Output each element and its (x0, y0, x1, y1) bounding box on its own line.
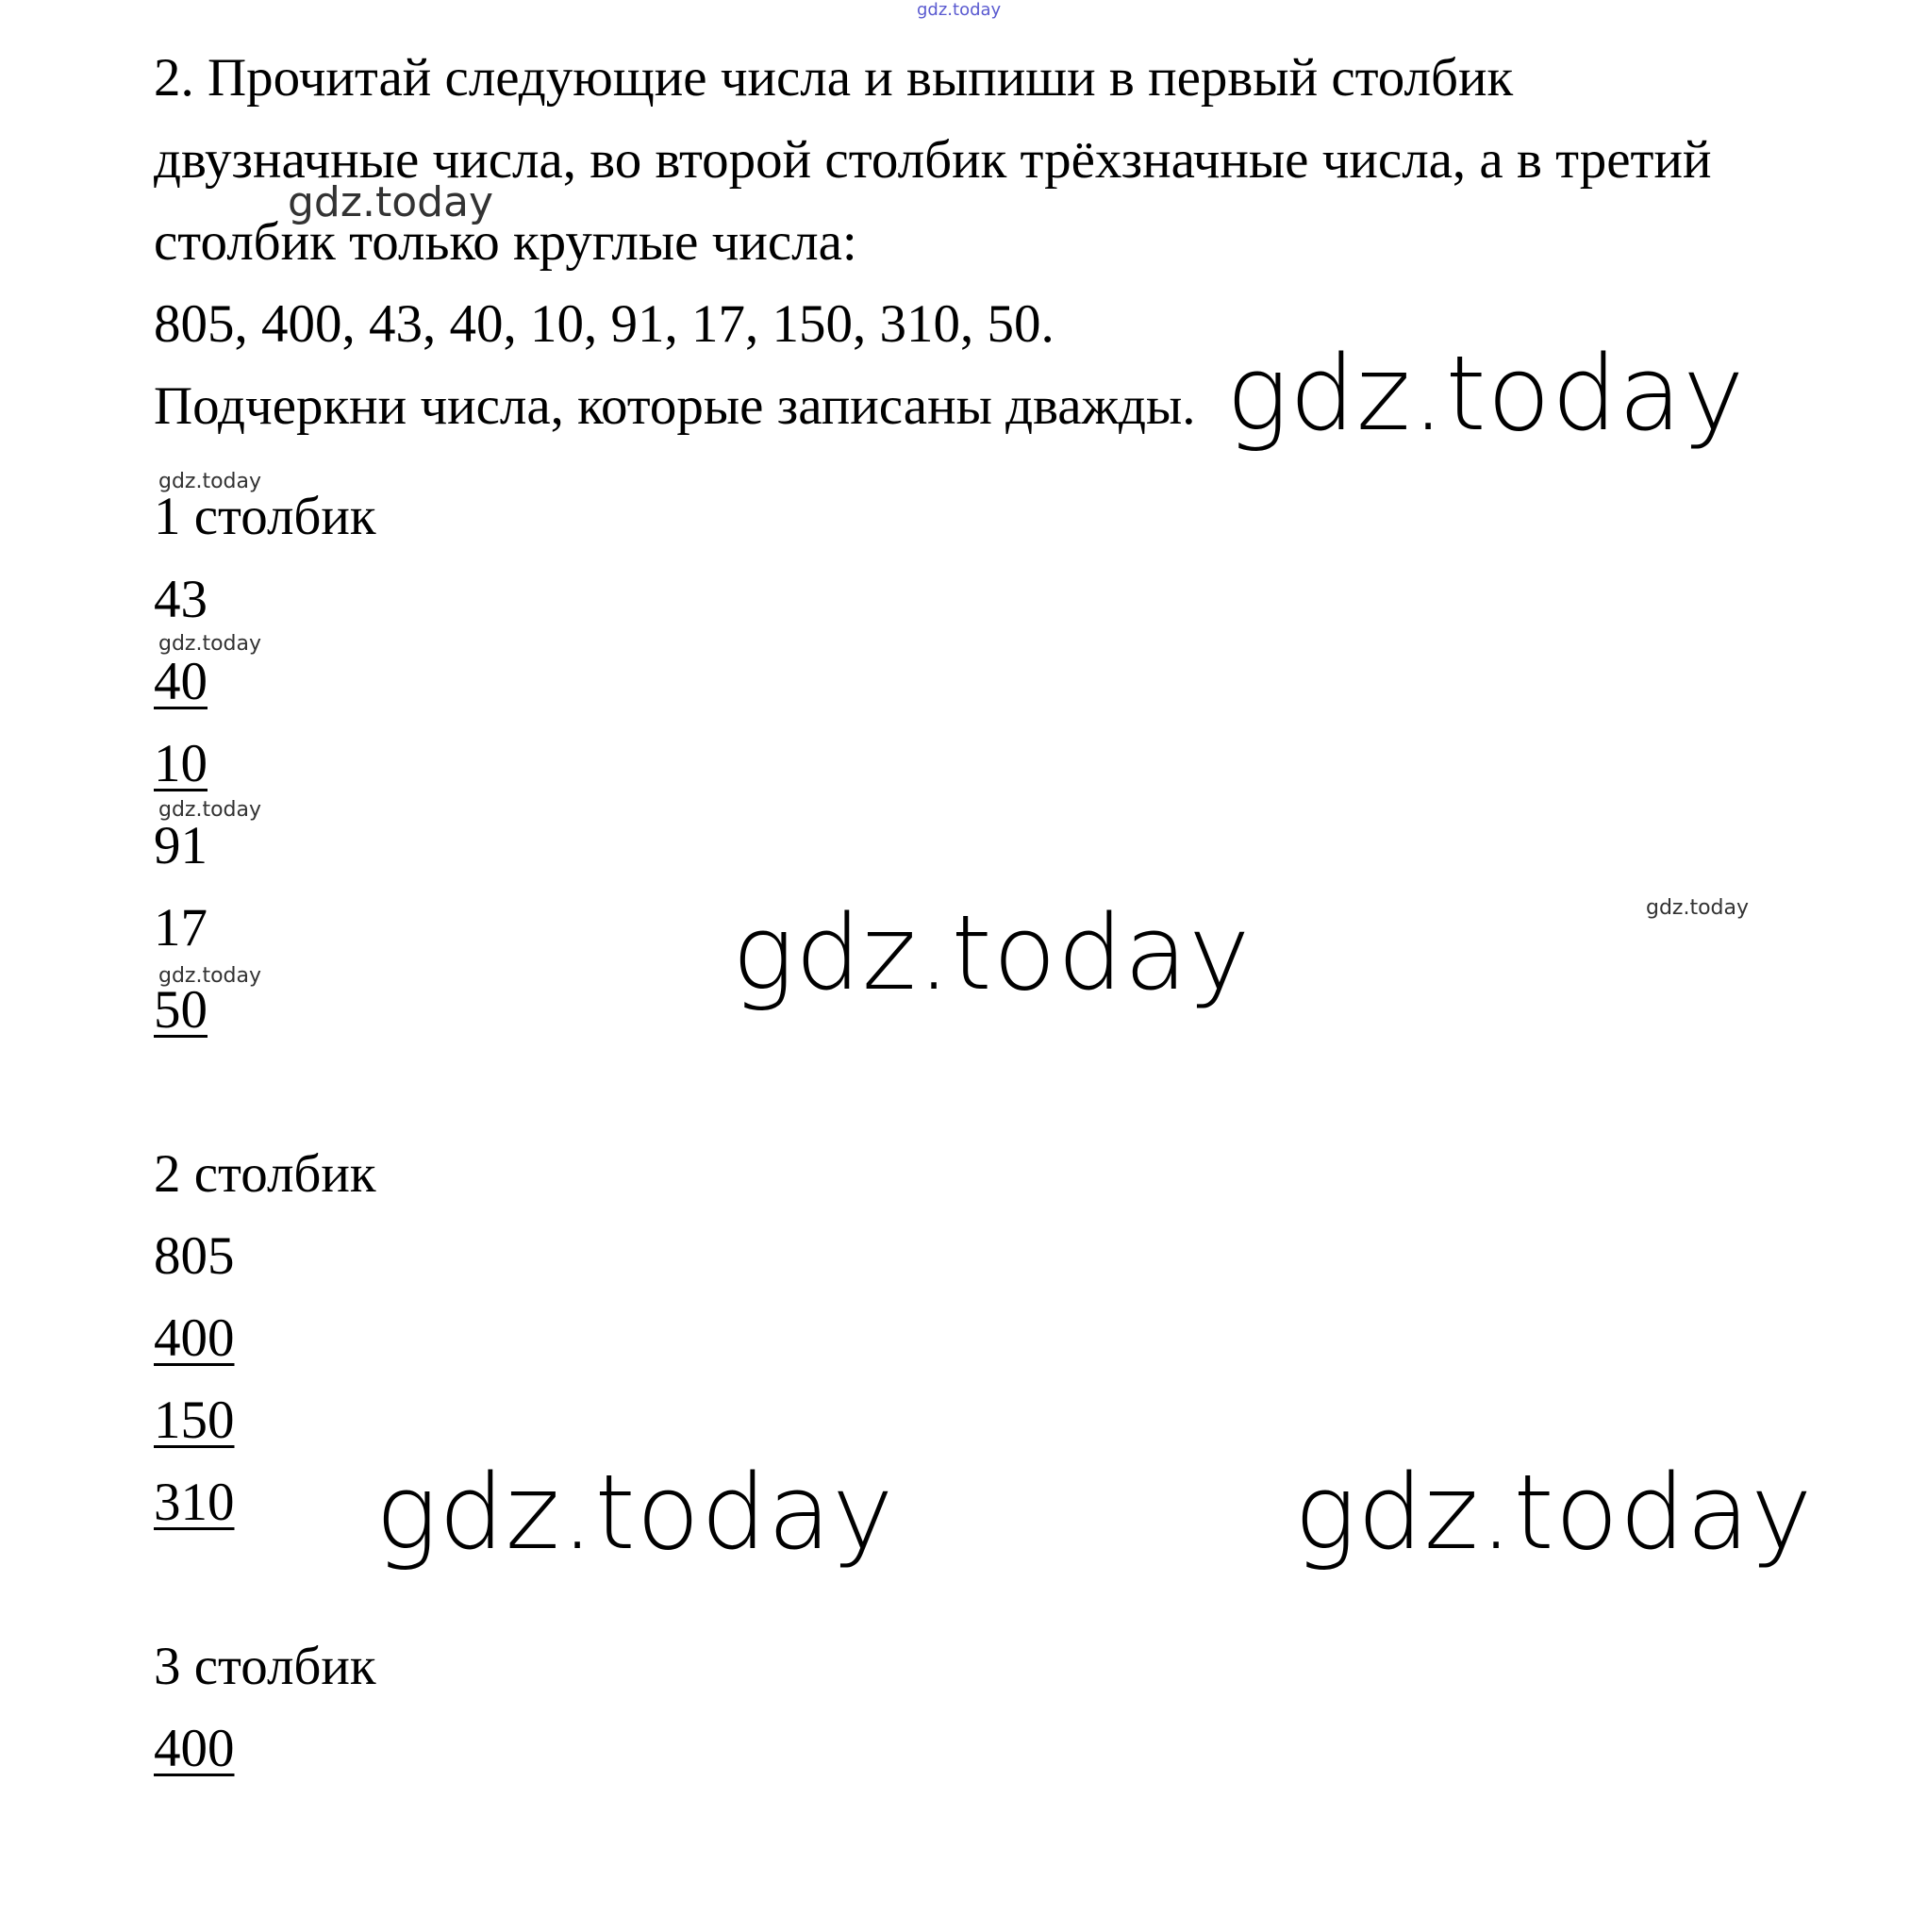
watermark-small: gdz.today (158, 798, 262, 822)
watermark-small: gdz.today (158, 632, 262, 656)
column-3-label: 3 столбик (154, 1637, 376, 1696)
column-1-number-underlined: 40 (154, 652, 208, 711)
column-1-number: 17 (154, 898, 208, 958)
watermark-small: gdz.today (1646, 896, 1750, 920)
watermark-small: gdz.today (158, 470, 262, 493)
task-line-1: 2. Прочитай следующие числа и выпиши в первый столбик (154, 48, 1514, 108)
watermark-large: gdz.today (1294, 1452, 1814, 1573)
task-line-3: столбик только круглые числа: (154, 212, 857, 272)
column-1-number: 43 (154, 570, 208, 629)
column-2-number-underlined: 400 (154, 1308, 235, 1368)
column-1-number-underlined: 10 (154, 734, 208, 793)
watermark-small: gdz.today (158, 964, 262, 988)
column-1-number-underlined: 50 (154, 980, 208, 1040)
task-line-2: двузначные числа, во второй столбик трёхзначные числа, а в третий (154, 130, 1712, 190)
watermark-mid: gdz.today (288, 178, 494, 226)
column-1-number: 91 (154, 816, 208, 875)
column-2-number-underlined: 310 (154, 1473, 235, 1532)
watermark-large: gdz.today (375, 1452, 895, 1573)
watermark-large: gdz.today (1226, 333, 1746, 454)
watermark-top: gdz.today (917, 0, 1002, 20)
task-line-instruction: Подчеркни числа, которые записаны дважды. (154, 376, 1196, 436)
task-line-numbers: 805, 400, 43, 40, 10, 91, 17, 150, 310, 50. (154, 294, 1055, 354)
column-3-number-underlined: 400 (154, 1719, 235, 1778)
column-2-number: 805 (154, 1226, 235, 1286)
column-1-label: 1 столбик (154, 487, 376, 546)
watermark-large: gdz.today (732, 892, 1252, 1013)
column-2-number-underlined: 150 (154, 1391, 235, 1450)
column-2-label: 2 столбик (154, 1144, 376, 1204)
